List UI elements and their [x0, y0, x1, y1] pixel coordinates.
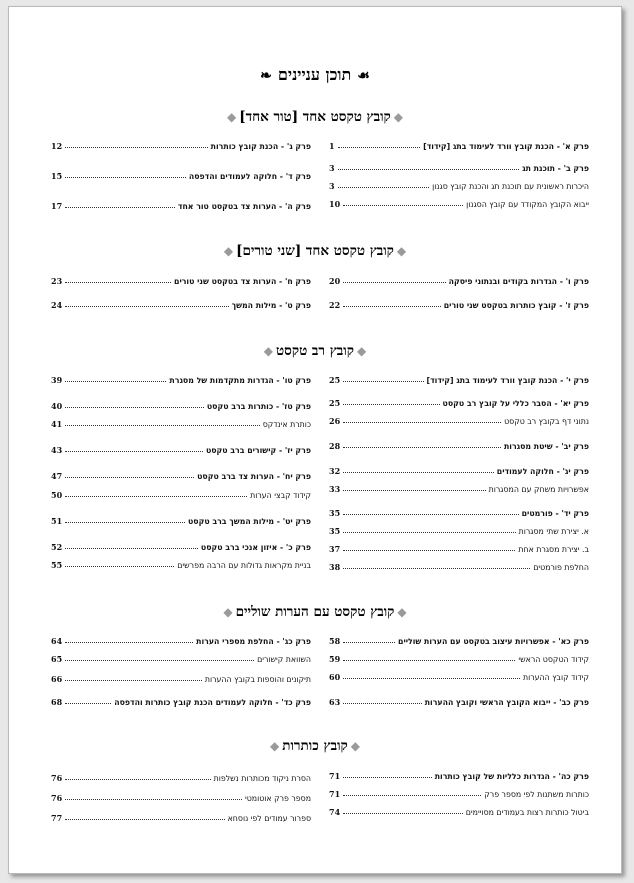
toc-entry[interactable]: פרק יג' - חלוקה לעמודים 32 — [329, 466, 589, 476]
diamond-icon: ◆ — [223, 605, 233, 619]
section-heading: ◆קובץ טקסט עם הערות שוליים◆ — [223, 604, 407, 620]
toc-entry[interactable]: השוואת קישורים 65 — [51, 654, 311, 664]
toc-entry[interactable]: פרק יב' - שיטת מסגרות 28 — [329, 441, 589, 451]
toc-entry[interactable]: מספר פרק אוטומטי 76 — [51, 793, 311, 803]
toc-entry[interactable]: פרק טז' - כותרות ברב טקסט 40 — [51, 401, 311, 411]
toc-entry[interactable]: פרק יד' - פורמטים 35 — [329, 508, 589, 518]
ornament-icon: ☙ — [357, 68, 370, 84]
toc-entry[interactable]: כותרות משתנות לפי מספר פרק 71 — [329, 789, 589, 799]
toc-entry[interactable]: פרק כב' - ייבוא הקובץ הראשי וקובץ ההערות 63 — [329, 697, 589, 707]
toc-entry[interactable]: החלפת פורמטים 38 — [329, 562, 589, 572]
toc-entry[interactable]: כותרת אינדקס 41 — [51, 419, 311, 429]
toc-entry[interactable]: פרק כה' - הגדרות כלליות של קובץ כותרות 71 — [329, 771, 589, 781]
toc-entry[interactable]: פרק כד' - חלוקה לעמודים הכנת קובץ כותרות והדפסה 68 — [51, 697, 311, 707]
toc-entry[interactable]: פרק ח' - הערות צד בטקסט שני טורים 23 — [51, 276, 311, 286]
toc-entry[interactable]: הסרת ניקוד מכותרות נשלפות 76 — [51, 773, 311, 783]
toc-entry[interactable]: פרק כא' - אפשרויות עיצוב בטקסט עם הערות שוליים 58 — [329, 636, 589, 646]
toc-entry[interactable]: פרק טו' - הגדרות מתקדמות של מסגרת 39 — [51, 375, 311, 385]
toc-entry[interactable]: נתוני דף בקובץ רב טקסט 26 — [329, 416, 589, 426]
section-heading: ◆קובץ טקסט אחד [טור אחד]◆ — [226, 109, 403, 125]
ornament-icon: ❧ — [260, 68, 272, 84]
toc-entry[interactable]: ייבוא הקובץ המקודד עם קובץ הסגנון 10 — [329, 199, 589, 209]
toc-entry[interactable]: פרק י' - הכנת קובץ וורד לעימוד בתג [קידוד] 25 — [329, 375, 589, 385]
toc-entry[interactable]: א. יצירת שתי מסגרות 35 — [329, 526, 589, 536]
toc-entry[interactable]: פרק ט' - מילות המשך 24 — [51, 300, 311, 310]
toc-entry[interactable]: פרק ו' - הגדרות בקודים ובנתוני פיסקה 20 — [329, 276, 589, 286]
toc-entry[interactable]: פרק יז' - קישורים ברב טקסט 43 — [51, 445, 311, 455]
section-heading: ◆קובץ טקסט אחד [שני טורים]◆ — [223, 243, 407, 259]
diamond-icon: ◆ — [356, 344, 367, 358]
toc-entry[interactable]: פרק ב' - תוכנת תג 3 — [329, 163, 589, 173]
toc-entry[interactable]: ספרור עמודים לפי נוסחא 77 — [51, 813, 311, 823]
toc-entry[interactable]: פרק ג' - הכנת קובץ כותרות 12 — [51, 141, 311, 151]
toc-entry[interactable]: פרק א' - הכנת קובץ וורד לעימוד בתג [קידוד] 1 — [329, 141, 589, 151]
diamond-icon: ◆ — [270, 739, 280, 753]
toc-entry[interactable]: פרק יח' - הערות צד ברב טקסט 47 — [51, 471, 311, 481]
diamond-icon: ◆ — [226, 110, 237, 124]
toc-entry[interactable]: פרק כ' - איזון אנכי ברב טקסט 52 — [51, 542, 311, 552]
document-page — [8, 6, 622, 874]
toc-entry[interactable]: ב. יצירת מסגרת אחת 37 — [329, 544, 589, 554]
toc-entry[interactable]: פרק ד' - חלוקה לעמודים והדפסה 15 — [51, 171, 311, 181]
section-heading: ◆קובץ רב טקסט◆ — [263, 343, 367, 359]
diamond-icon: ◆ — [393, 110, 403, 124]
toc-entry[interactable]: בניית מקראות גדולות עם הרבה מפרשים 55 — [51, 560, 311, 570]
diamond-icon: ◆ — [396, 244, 407, 258]
toc-entry[interactable]: פרק ה' - הערות צד בטקסט טור אחד 17 — [51, 201, 311, 211]
toc-entry[interactable]: קידוד קובץ ההערות 60 — [329, 672, 589, 682]
toc-entry[interactable]: קידוד קבצי הערות 50 — [51, 490, 311, 500]
diamond-icon: ◆ — [397, 605, 407, 619]
diamond-icon: ◆ — [263, 344, 274, 358]
toc-title: ☙תוכן עניינים❧ — [260, 65, 370, 84]
toc-entry[interactable]: פרק יא' - הסבר כללי על קובץ רב טקסט 25 — [329, 398, 589, 408]
toc-entry[interactable]: אפשרויות משחק עם המסגרות 33 — [329, 484, 589, 494]
toc-entry[interactable]: פרק כג' - החלפת מספרי הערות 64 — [51, 636, 311, 646]
toc-entry[interactable]: פרק ז' - קובץ כותרות בטקסט שני טורים 22 — [329, 300, 589, 310]
toc-entry[interactable]: קידוד הטקסט הראשי 59 — [329, 654, 589, 664]
toc-entry[interactable]: ביטול כותרות רצות בעמודים מסויימים 74 — [329, 807, 589, 817]
toc-entry[interactable]: תיקונים והוספות בקובץ ההערות 66 — [51, 674, 311, 684]
section-heading: ◆קובץ כותרות◆ — [270, 738, 360, 754]
diamond-icon: ◆ — [223, 244, 234, 258]
toc-entry[interactable]: היכרות ראשונית עם תוכנת תג והכנת קובץ סגנון 3 — [329, 181, 589, 191]
diamond-icon: ◆ — [350, 739, 360, 753]
toc-entry[interactable]: פרק יט' - מילות המשך ברב טקסט 51 — [51, 516, 311, 526]
